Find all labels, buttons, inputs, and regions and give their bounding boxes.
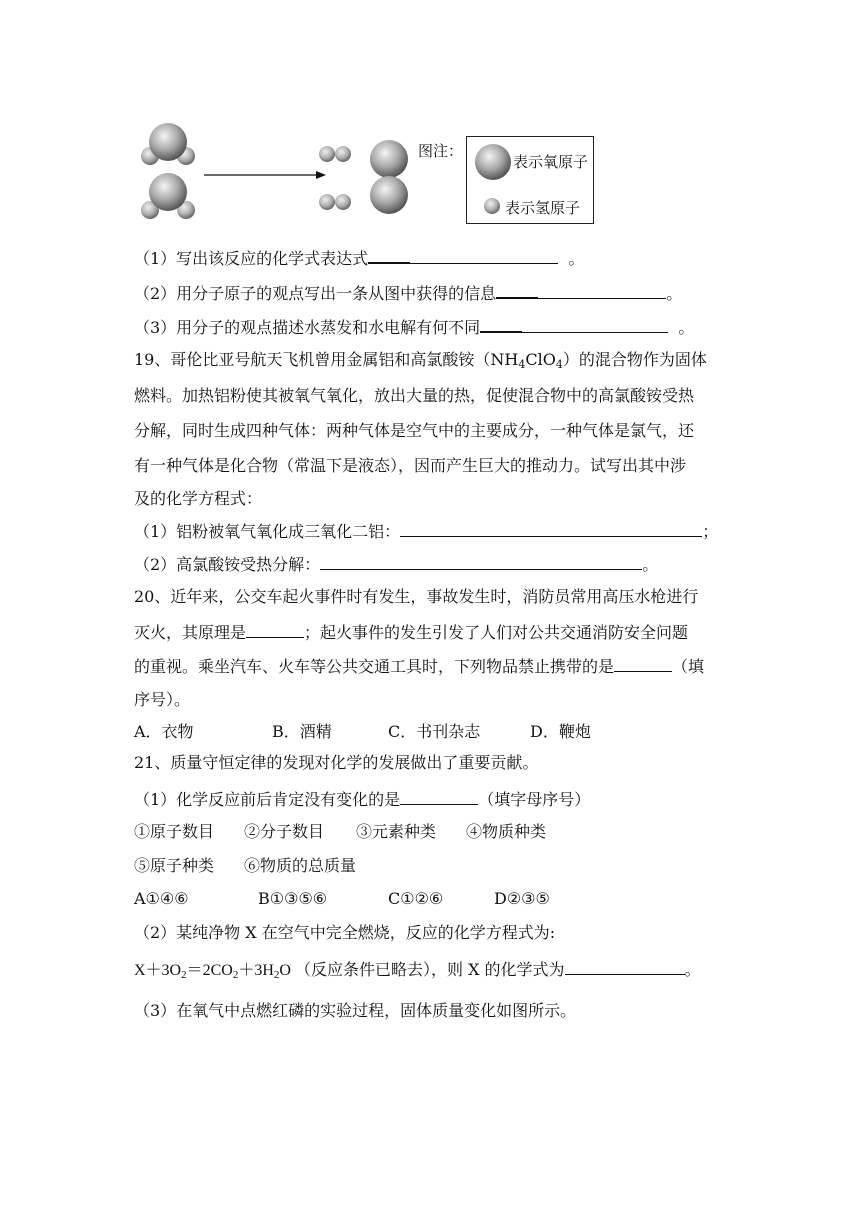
q20-line2	[134, 621, 688, 644]
water-molecule-2	[141, 173, 195, 219]
answer-blank[interactable]	[246, 621, 304, 638]
q18-part2-end: 。	[666, 284, 683, 303]
q21-text: （填字母序号）	[478, 790, 591, 809]
legend-oxygen-label: 表示氧原子	[513, 153, 589, 171]
hydrogen-molecule-2	[319, 194, 351, 210]
q21-equation-tail: （反应条件已略去），则 X 的化学式为	[294, 960, 565, 979]
q20-option-a[interactable]: A．衣物	[134, 722, 194, 741]
q21-item-1: ①原子数目	[134, 822, 215, 841]
q21-choice-a[interactable]: A①④⑥	[134, 889, 189, 908]
q19-line4: 有一种气体是化合物（常温下是液态），因而产生巨大的推动力。试写出其中涉	[134, 456, 687, 475]
q20-option-c[interactable]: C．书刊杂志	[388, 722, 481, 741]
q19-part2-text: （2）高氯酸铵受热分解：	[134, 555, 321, 574]
equation-part: ＝2CO	[186, 962, 233, 979]
answer-blank[interactable]	[410, 247, 558, 264]
q20-line3	[134, 655, 704, 678]
q19-subscript: 4	[555, 358, 563, 371]
q18-part3	[134, 315, 694, 339]
legend-box	[466, 136, 594, 224]
q19-part1	[134, 520, 718, 543]
q21-item-4: ④物质种类	[466, 822, 547, 841]
q19-part1-end: ；	[702, 522, 719, 541]
hydrogen-atom-icon	[483, 197, 501, 215]
figure-note-label: 图注：	[418, 142, 464, 160]
answer-blank[interactable]	[368, 246, 410, 264]
q19-line3: 分解，同时生成四种气体：两种气体是空气中的主要成分，一种气体是氯气，还	[134, 421, 695, 440]
answer-blank[interactable]	[400, 788, 478, 805]
q20-line4: 序号）。	[134, 690, 191, 709]
q19-text: 19、哥伦比亚号航天飞机曾用金属铝和高氯酸铵（NH	[134, 350, 519, 369]
water-molecule-1	[141, 123, 195, 165]
q21-choice-b[interactable]: B①③⑤⑥	[258, 889, 328, 908]
q21-part3: （3）在氧气中点燃红磷的实验过程，固体质量变化如图所示。	[134, 1001, 577, 1020]
q19-text: ）的混合物作为固体	[562, 350, 707, 369]
reaction-figure	[130, 118, 470, 228]
answer-blank[interactable]	[565, 958, 685, 975]
q18-part2	[134, 281, 682, 305]
q20-option-d[interactable]: D．鞭炮	[530, 722, 591, 741]
answer-blank[interactable]	[538, 282, 666, 299]
equation-subscript: 2	[232, 969, 239, 981]
q21-item-6: ⑥物质的总质量	[244, 856, 357, 875]
q18-part1-text: （1）写出该反应的化学式表达式	[134, 249, 369, 268]
equation-part: O	[279, 962, 291, 979]
q21-equation-end: 。	[684, 960, 701, 979]
q19-line2: 燃料。加热铝粉使其被氧气氧化，放出大量的热，促使混合物中的高氯酸铵受热	[134, 386, 695, 405]
equation-subscript: 2	[273, 969, 280, 981]
equation-part: X＋3O	[134, 962, 182, 979]
answer-blank[interactable]	[480, 315, 522, 333]
q20-text: ；起火事件的发生引发了人们对公共交通消防安全问题	[304, 623, 689, 642]
answer-blank[interactable]	[400, 520, 702, 537]
equation-part: ＋3H	[238, 962, 274, 979]
q18-part3-end: 。	[678, 318, 695, 337]
q20-line1: 20、近年来，公交车起火事件时有发生，事故发生时，消防员常用高压水枪进行	[134, 587, 699, 606]
molecule-diagram	[130, 118, 470, 228]
answer-blank[interactable]	[614, 655, 672, 672]
q21-item-3: ③元素种类	[356, 822, 437, 841]
q19-line1	[134, 349, 707, 376]
q21-equation-line	[134, 958, 701, 986]
q18-part1-end: 。	[568, 249, 585, 268]
q21-line1: 21、质量守恒定律的发现对化学的发展做出了重要贡献。	[134, 753, 539, 772]
q19-part2	[134, 553, 658, 576]
q18-part2-text: （2）用分子原子的观点写出一条从图中获得的信息	[134, 284, 497, 303]
answer-blank[interactable]	[522, 316, 668, 333]
reaction-arrow	[204, 171, 326, 179]
q18-part1	[134, 246, 584, 270]
q20-option-b[interactable]: B．酒精	[272, 722, 332, 741]
answer-blank[interactable]	[496, 281, 538, 299]
hydrogen-molecule-1	[319, 146, 351, 162]
chemical-equation	[134, 962, 295, 979]
q21-item-5: ⑤原子种类	[134, 856, 215, 875]
oxygen-molecule	[370, 140, 408, 214]
q19-line5: 及的化学方程式：	[134, 489, 263, 508]
legend-hydrogen-label: 表示氢原子	[505, 199, 581, 217]
q20-text: 的重视。乘坐汽车、火车等公共交通工具时，下列物品禁止携带的是	[134, 657, 615, 676]
q19-part2-end: 。	[642, 555, 659, 574]
q19-subscript: 4	[518, 358, 526, 371]
equation-subscript: 2	[181, 969, 187, 981]
q19-text: ClO	[525, 350, 556, 369]
q21-choice-d[interactable]: D②③⑤	[494, 889, 550, 908]
answer-blank[interactable]	[320, 553, 642, 570]
q21-item-2: ②分子数目	[244, 822, 325, 841]
q20-text: （填	[672, 657, 705, 676]
oxygen-atom-icon	[473, 141, 513, 181]
q21-part2: （2）某纯净物 X 在空气中完全燃烧，反应的化学方程式为:	[134, 923, 556, 942]
q21-choice-c[interactable]: C①②⑥	[388, 889, 444, 908]
q20-text: 灭火，其原理是	[134, 623, 247, 642]
q18-part3-text: （3）用分子的观点描述水蒸发和水电解有何不同	[134, 318, 481, 337]
q21-part1	[134, 788, 590, 811]
q21-text: （1）化学反应前后肯定没有变化的是	[134, 790, 401, 809]
q19-part1-text: （1）铝粉被氧气氧化成三氧化二铝：	[134, 522, 401, 541]
